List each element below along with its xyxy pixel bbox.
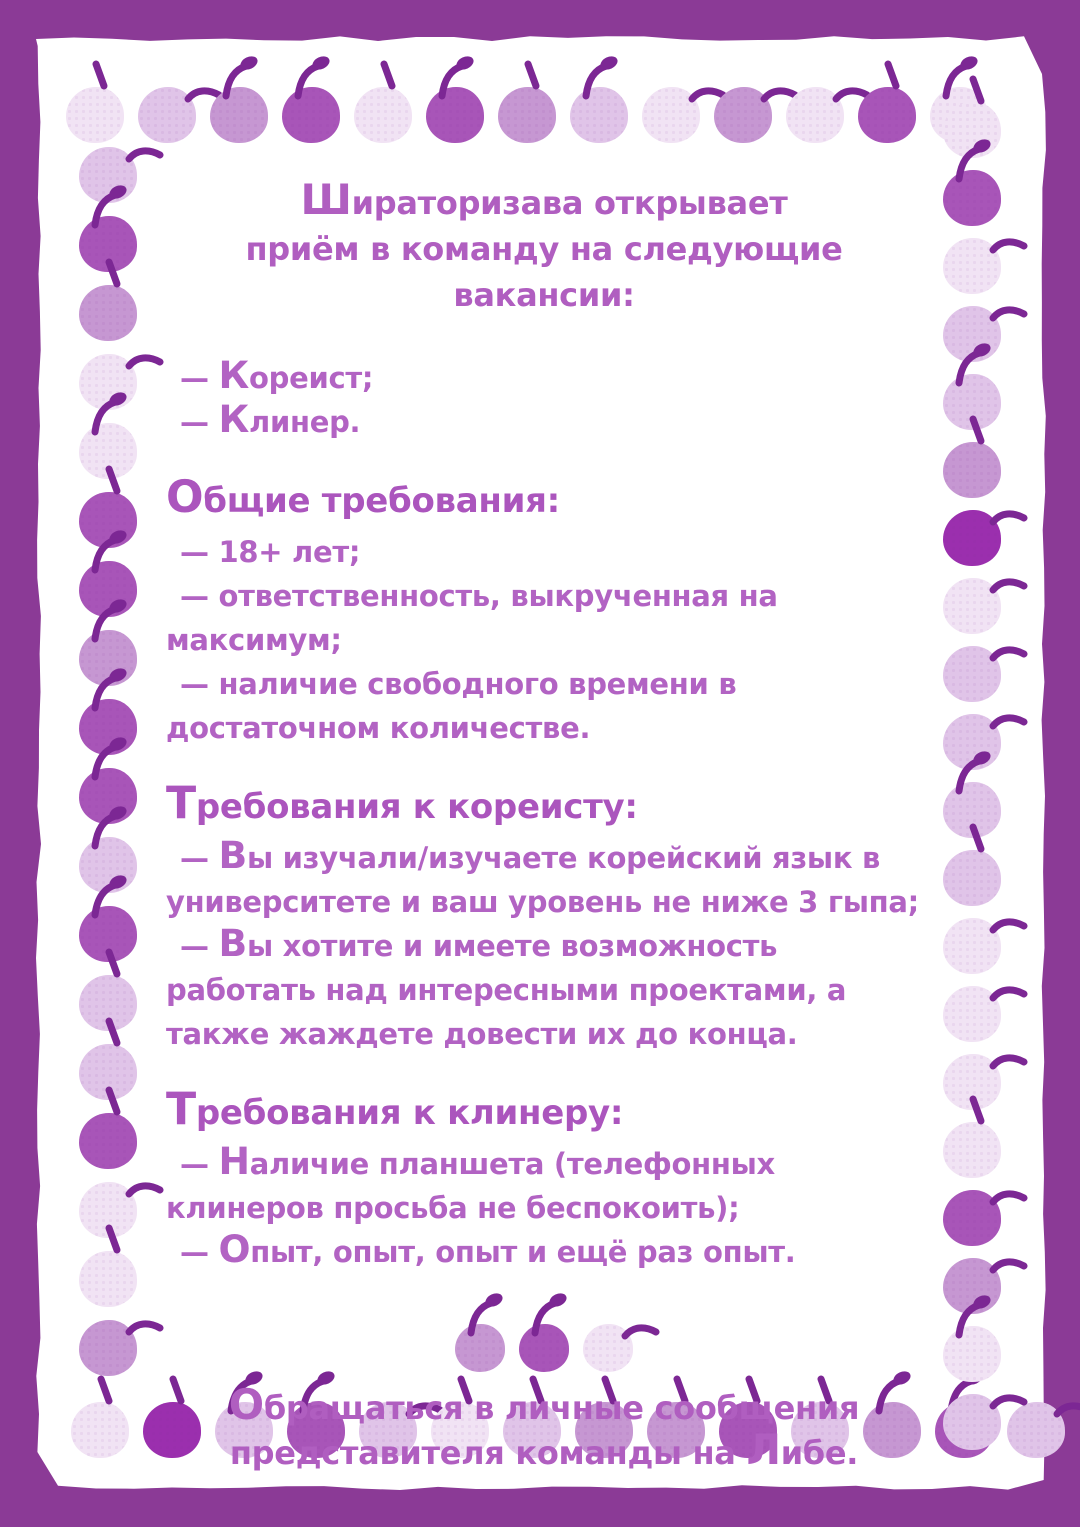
bullet-item: — 18+ лет; <box>180 535 361 569</box>
apple-icon <box>79 285 137 341</box>
apple-icon <box>943 510 1001 566</box>
bullet-item: — Наличие планшета (телефонных клинеров просьба не беспокоить); <box>166 1139 775 1225</box>
apple-icon <box>943 918 1001 974</box>
three-apples-divider <box>166 1294 922 1372</box>
bullet-item: — Вы хотите и имеете возможность работать над интересными проектами, а также жаждете довести их до конца. <box>166 921 847 1051</box>
apple-icon <box>943 1326 1001 1382</box>
apple-icon <box>71 1402 129 1458</box>
apple-icon <box>455 1324 505 1372</box>
apple-icon <box>583 1324 633 1372</box>
title-line-1: Шираторизава открывает <box>300 175 788 224</box>
apple-icon <box>79 1113 137 1169</box>
apple-icon <box>519 1324 569 1372</box>
bullet-item: — Опыт, опыт, опыт и ещё раз опыт. <box>180 1227 796 1271</box>
poster-content <box>166 36 922 1476</box>
bullet-item: — Вы изучали/изучаете корейский язык в университете и ваш уровень не ниже 3 гыпа; <box>166 833 919 919</box>
footer-line-2: представителя команды на Либе. <box>229 1425 859 1474</box>
section-koreist-requirements <box>166 778 922 1056</box>
apple-icon <box>943 238 1001 294</box>
vacancy-list <box>166 353 922 444</box>
section-heading: Общие требования: <box>166 472 560 523</box>
apple-icon <box>943 170 1001 226</box>
apple-icon <box>943 442 1001 498</box>
footer-line-1: Обращаться в личные сообщения <box>228 1380 860 1429</box>
apple-icon <box>943 986 1001 1042</box>
vacancy-item-cleaner: — Клинер. <box>180 397 361 441</box>
apple-icon <box>66 87 124 143</box>
apple-icon <box>943 646 1001 702</box>
title-line-2: приём в команду на следующие вакансии: <box>245 230 843 314</box>
apple-icon <box>79 1320 137 1376</box>
section-cleaner-requirements <box>166 1084 922 1274</box>
bullet-item: — ответственность, выкрученная на максимум; <box>166 579 778 657</box>
poster-title <box>166 175 922 318</box>
apple-icon <box>943 1394 1001 1450</box>
section-general-requirements <box>166 472 922 750</box>
poster-footer <box>166 1380 922 1476</box>
vacancy-item-koreist: — Кореист; <box>180 353 374 397</box>
apple-icon <box>943 850 1001 906</box>
apple-icon <box>79 1251 137 1307</box>
apple-icon <box>943 578 1001 634</box>
apple-icon <box>943 1122 1001 1178</box>
section-heading: Требования к кореисту: <box>166 778 638 829</box>
bullet-item: — наличие свободного времени в достаточном количестве. <box>166 667 737 745</box>
section-heading: Требования к клинеру: <box>166 1084 624 1135</box>
apple-icon <box>943 1190 1001 1246</box>
